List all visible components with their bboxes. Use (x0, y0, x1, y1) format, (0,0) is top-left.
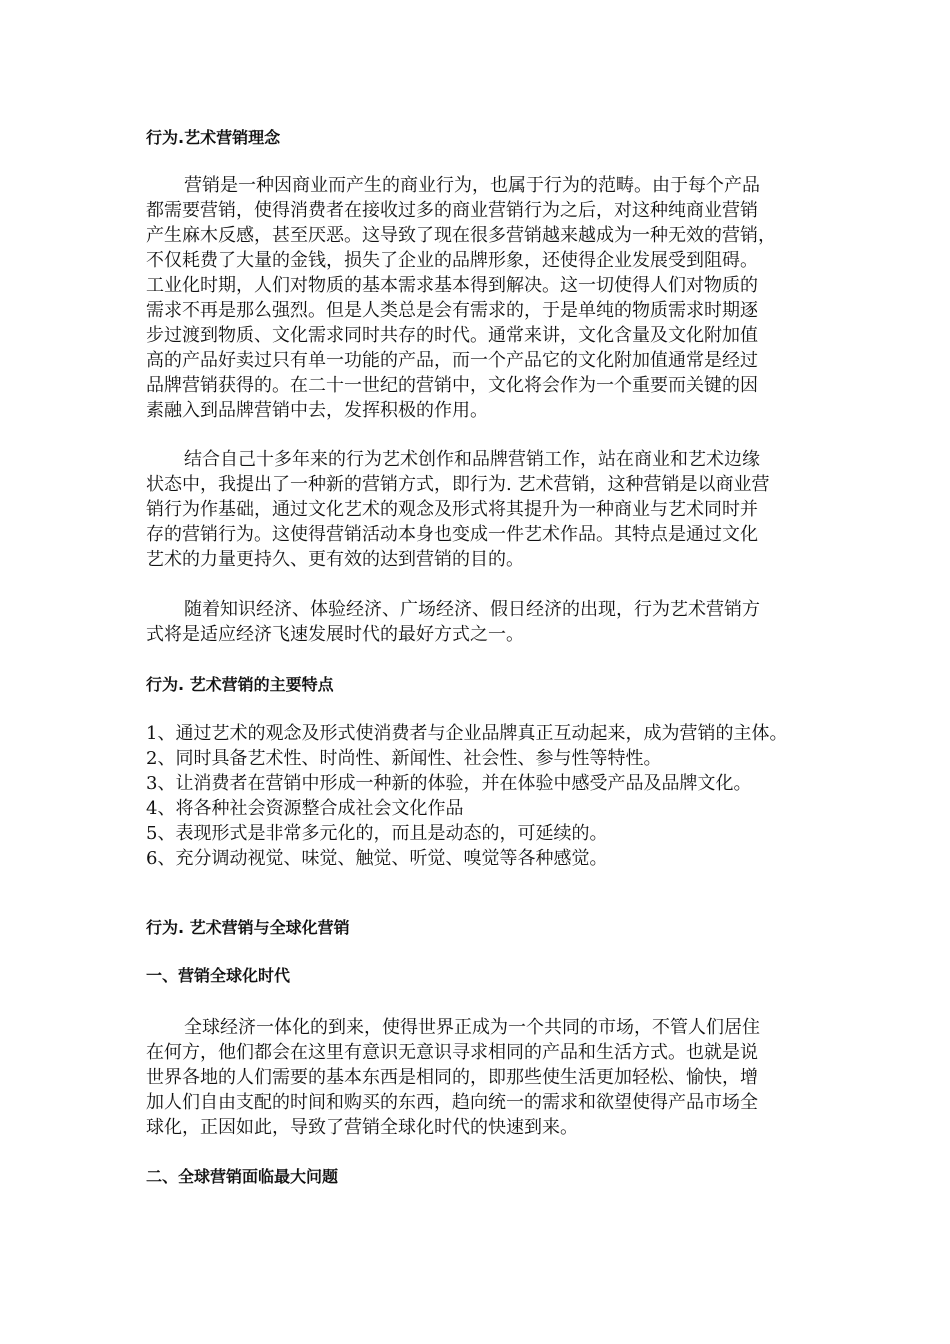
text-line: 状态中，我提出了一种新的营销方式，即行为. 艺术营销，这种营销是以商业营 (146, 474, 770, 495)
subsection-heading-problems: 二、全球营销面临最大问题 (146, 1167, 339, 1186)
text-line: 素融入到品牌营销中去，发挥积极的作用。 (146, 400, 488, 421)
text-line: 在何方，他们都会在这里有意识无意识寻求相同的产品和生活方式。也就是说 (146, 1042, 758, 1063)
text-line: 艺术的力量更持久、更有效的达到营销的目的。 (146, 549, 524, 570)
list-item: 2、同时具备艺术性、时尚性、新闻性、社会性、参与性等特性。 (146, 748, 662, 769)
section-heading-globalization: 行为. 艺术营销与全球化营销 (146, 918, 350, 937)
paragraph-globalization (146, 1015, 806, 1140)
text-line: 工业化时期，人们对物质的基本需求基本得到解决。这一切使得人们对物质的 (146, 275, 758, 296)
text-line: 结合自己十多年来的行为艺术创作和品牌营销工作，站在商业和艺术边缘 (184, 449, 760, 470)
section-heading-features: 行为. 艺术营销的主要特点 (146, 675, 334, 694)
text-line: 存的营销行为。这使得营销活动本身也变成一件艺术作品。其特点是通过文化 (146, 524, 758, 545)
text-line: 随着知识经济、体验经济、广场经济、假日经济的出现，行为艺术营销方 (184, 599, 760, 620)
list-item: 5、表现形式是非常多元化的，而且是动态的，可延续的。 (146, 823, 608, 844)
text-line: 销行为作基础，通过文化艺术的观念及形式将其提升为一种商业与艺术同时并 (146, 499, 758, 520)
list-item: 3、让消费者在营销中形成一种新的体验，并在体验中感受产品及品牌文化。 (146, 773, 752, 794)
list-item: 4、将各种社会资源整合成社会文化作品 (146, 798, 464, 819)
text-line: 品牌营销获得的。在二十一世纪的营销中，文化将会作为一个重要而关键的因 (146, 375, 758, 396)
text-line: 世界各地的人们需要的基本东西是相同的，即那些使生活更加轻松、愉快，增 (146, 1067, 758, 1088)
text-line: 式将是适应经济飞速发展时代的最好方式之一。 (146, 624, 524, 645)
text-line: 全球经济一体化的到来，使得世界正成为一个共同的市场，不管人们居住 (184, 1017, 760, 1038)
text-line: 步过渡到物质、文化需求同时共存的时代。通常来讲，文化含量及文化附加值 (146, 325, 758, 346)
section-heading-concept: 行为.艺术营销理念 (146, 128, 281, 147)
text-line: 产生麻木反感，甚至厌恶。这导致了现在很多营销越来越成为一种无效的营销， (146, 225, 776, 246)
text-line: 不仅耗费了大量的金钱，损失了企业的品牌形象，还使得企业发展受到阻碍。 (146, 250, 758, 271)
list-item: 1、通过艺术的观念及形式使消费者与企业品牌真正互动起来，成为营销的主体。 (146, 723, 788, 744)
subsection-heading-era: 一、营销全球化时代 (146, 966, 291, 985)
text-line: 营销是一种因商业而产生的商业行为，也属于行为的范畴。由于每个产品 (184, 175, 760, 196)
paragraph-marketing-concept (146, 173, 806, 423)
list-item: 6、充分调动视觉、味觉、触觉、听觉、嗅觉等各种感觉。 (146, 848, 608, 869)
text-line: 高的产品好卖过只有单一功能的产品，而一个产品它的文化附加值通常是经过 (146, 350, 758, 371)
paragraph-economy (146, 597, 806, 647)
text-line: 球化，正因如此，导致了营销全球化时代的快速到来。 (146, 1117, 578, 1138)
text-line: 都需要营销，使得消费者在接收过多的商业营销行为之后，对这种纯商业营销 (146, 200, 758, 221)
text-line: 加人们自由支配的时间和购买的东西，趋向统一的需求和欲望使得产品市场全 (146, 1092, 758, 1113)
paragraph-art-marketing (146, 447, 806, 572)
text-line: 需求不再是那么强烈。但是人类总是会有需求的，于是单纯的物质需求时期逐 (146, 300, 758, 321)
features-list (146, 721, 846, 871)
